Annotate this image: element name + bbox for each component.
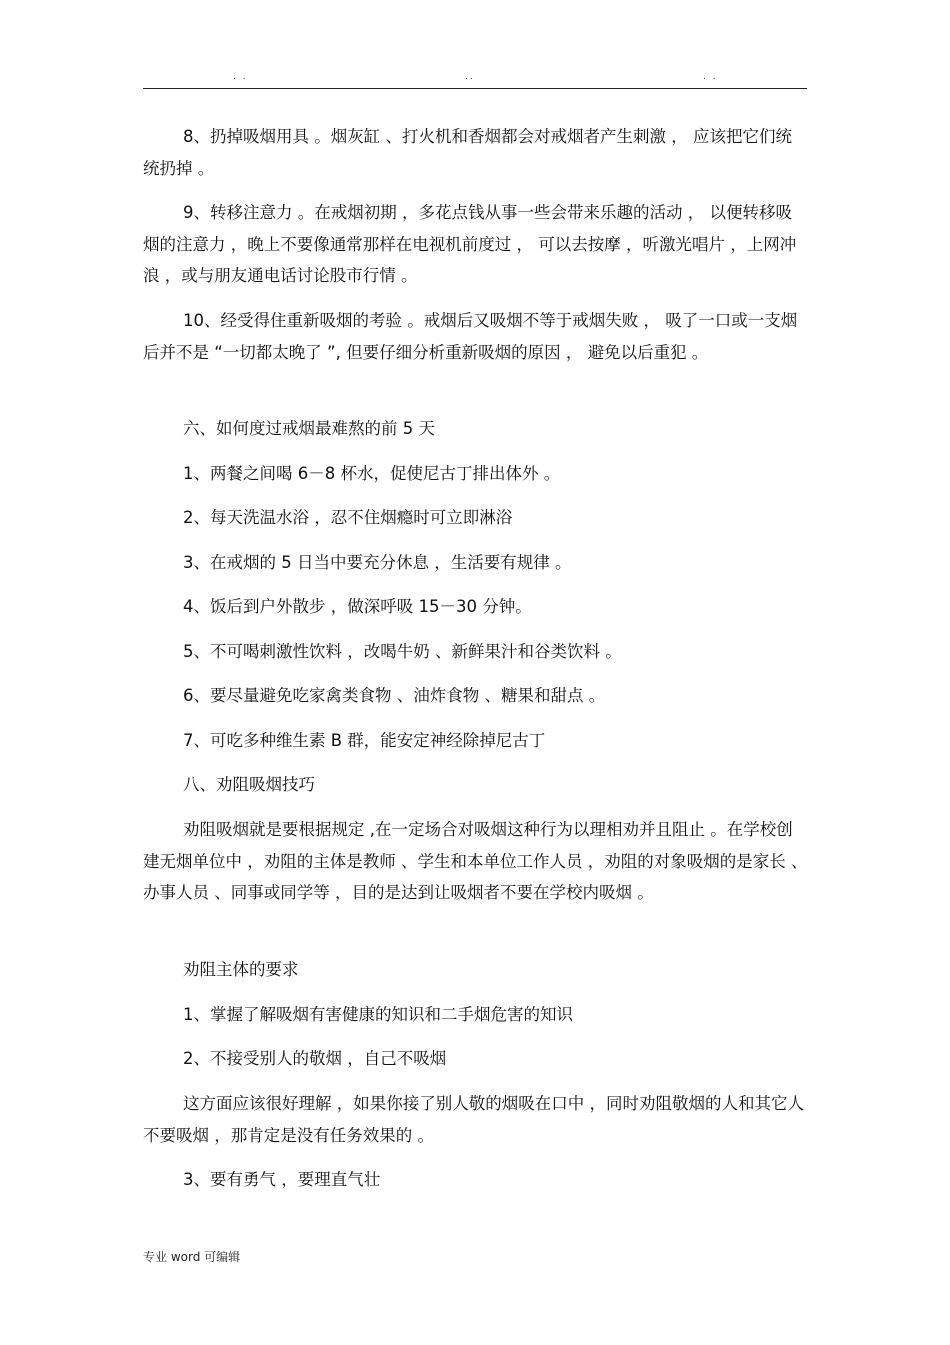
header-mark-left: . . xyxy=(233,72,248,82)
paragraph-dissuasion: 劝阻吸烟就是要根据规定 ,在一定场合对吸烟这种行为以理相劝并且阻止 。在学校创建无烟单位中 ，劝阻的主体是教师 、学生和本单位工作人员 ，劝阻的对象吸烟的是家长 、办事人员 、同事或同学等 ，目的是达到让吸烟者不要在学校内吸烟 。 xyxy=(143,820,808,902)
subheading-requirements: 劝阻主体的要求 xyxy=(183,960,299,979)
section-heading-6: 六、如何度过戒烟最难熬的前 5 天 xyxy=(183,419,435,438)
requirement-item-3: 3、要有勇气 ，要理直气壮 xyxy=(183,1170,381,1189)
paragraph-item-9: 9、转移注意力 。在戒烟初期 ，多花点钱从事一些会带来乐趣的活动 ， 以便转移吸烟的注意力 ，晚上不要像通常那样在电视机前度过 ， 可以去按摩 ，听激光唱片 ，上网冲浪 ，或与朋友通电话讨论股市行情 。 xyxy=(143,203,797,285)
list-item-4: 4、饭后到户外散步 ，做深呼吸 15－30 分钟。 xyxy=(183,597,532,616)
list-item-2: 2、每天洗温水浴 ，忍不住烟瘾时可立即淋浴 xyxy=(183,508,513,527)
requirement-item-1: 1、掌握了解吸烟有害健康的知识和二手烟危害的知识 xyxy=(183,1005,573,1024)
section-heading-8: 八、劝阻吸烟技巧 xyxy=(183,775,315,794)
list-item-7: 7、可吃多种维生素 B 群，能安定神经除掉尼古丁 xyxy=(183,731,546,750)
paragraph-item-8: 8、扔掉吸烟用具 。烟灰缸 、打火机和香烟都会对戒烟者产生刺激 ， 应该把它们统统扔掉 。 xyxy=(143,127,792,178)
page-footer: 专业 word 可编辑 xyxy=(143,1250,241,1264)
list-item-3: 3、在戒烟的 5 日当中要充分休息 ，生活要有规律 。 xyxy=(183,553,572,572)
header-mark-center: .. xyxy=(465,72,475,82)
header-mark-right: . . xyxy=(703,72,718,82)
header-rule xyxy=(143,88,807,89)
paragraph-item-10: 10、经受得住重新吸烟的考验 。戒烟后又吸烟不等于戒烟失败 ， 吸了一口或一支烟后并不是 “一切都太晚了 ”, 但要仔细分析重新吸烟的原因 ， 避免以后重犯 。 xyxy=(143,311,798,362)
requirement-item-2: 2、不接受别人的敬烟 ，自己不吸烟 xyxy=(183,1049,447,1068)
list-item-1: 1、两餐之间喝 6－8 杯水，促使尼古丁排出体外 。 xyxy=(183,464,561,483)
list-item-5: 5、不可喝刺激性饮料 ，改喝牛奶 、新鲜果汁和谷类饮料 。 xyxy=(183,642,622,661)
paragraph-explanation: 这方面应该很好理解 ，如果你接了别人敬的烟吸在口中 ，同时劝阻敬烟的人和其它人不要吸烟 ，那肯定是没有任务效果的 。 xyxy=(143,1094,804,1145)
list-item-6: 6、要尽量避免吃家禽类食物 、油炸食物 、糖果和甜点 。 xyxy=(183,686,606,705)
